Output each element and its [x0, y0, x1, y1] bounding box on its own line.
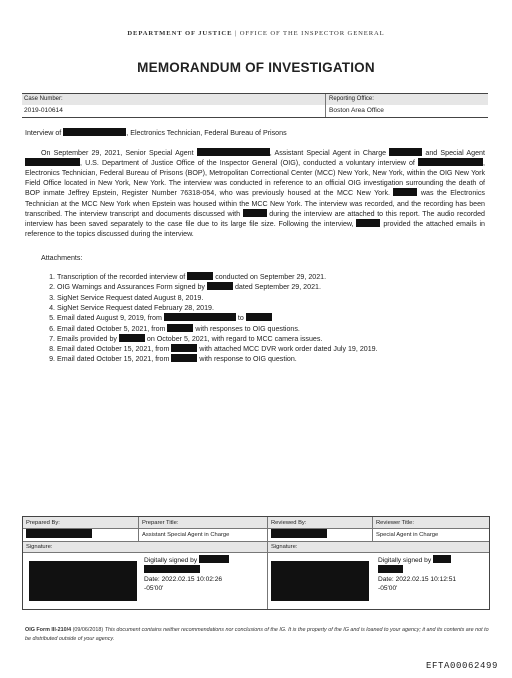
- subject-prefix: Interview of: [25, 129, 62, 137]
- attachment-item: 2. OIG Warnings and Assurances Form signed by dated September 29, 2021.: [57, 282, 485, 292]
- document-title: MEMORANDUM OF INVESTIGATION: [137, 60, 375, 75]
- redaction: [63, 128, 126, 136]
- attachment-item: 9. Email dated October 15, 2021, from with response to OIG question.: [57, 354, 485, 364]
- reviewer-title: Special Agent in Charge: [376, 532, 439, 538]
- prepared-by-label: Prepared By:: [23, 517, 139, 528]
- reviewer-title-label: Reviewer Title:: [376, 520, 415, 526]
- redaction: [389, 148, 422, 156]
- office-name: OFFICE OF THE INSPECTOR GENERAL: [239, 30, 385, 37]
- subject-suffix: , Electronics Technician, Federal Bureau of Prisons: [126, 129, 287, 137]
- digital-signature-block: Digitally signed by Date: 2022.02.15 10:12:51 -05'00': [378, 557, 457, 592]
- attachment-item: 1. Transcription of the recorded interview of conducted on September 29, 2021.: [57, 272, 485, 282]
- reviewed-by: [268, 529, 373, 541]
- attachments-list: [25, 272, 485, 365]
- bates-number: EFTA00062499: [425, 661, 498, 671]
- digital-signature-block: Digitally signed by Date: 2022.02.15 10:02:26 -05'00': [144, 555, 229, 593]
- case-number: 2019-010614: [22, 105, 326, 117]
- case-number-label: Case Number:: [22, 94, 326, 105]
- attachments-heading: Attachments:: [41, 253, 83, 262]
- attachment-item: 4. SigNet Service Request dated February 28, 2019.: [57, 303, 485, 313]
- attachment-item: 3. SigNet Service Request dated August 8, 2019.: [57, 293, 485, 303]
- prepared-by: [23, 529, 139, 541]
- redaction: [356, 219, 380, 227]
- reviewer-signature: [268, 553, 489, 609]
- memo-body: [25, 128, 485, 365]
- attachment-item: 7. Emails provided by on October 5, 2021, with regard to MCC camera issues.: [57, 334, 485, 344]
- reviewed-by-label: Reviewed By:: [268, 517, 373, 528]
- preparer-title-label: Preparer Title:: [139, 517, 268, 528]
- case-info-table: [22, 93, 488, 118]
- preparer-title: Assistant Special Agent in Charge: [139, 529, 268, 541]
- form-footer: [25, 626, 495, 643]
- form-date: (09/06/2018): [72, 627, 104, 633]
- header-separator: |: [232, 30, 240, 37]
- signature-table: [22, 516, 490, 610]
- attachment-item: 8. Email dated October 15, 2021, from with attached MCC DVR work order dated July 19, 2019.: [57, 344, 485, 354]
- agency-header: [0, 30, 512, 37]
- reporting-office-label: Reporting Office:: [329, 96, 374, 102]
- agency-name: DEPARTMENT OF JUSTICE: [127, 30, 233, 37]
- attachment-item: 6. Email dated October 5, 2021, from with responses to OIG questions.: [57, 324, 485, 334]
- footer-notice: This document contains neither recommendations nor conclusions of the IG. It is the property of the IG and is loaned to your agency; it and its contents are not to be distributed outside of your agency.: [25, 627, 489, 642]
- attachment-item: 5. Email dated August 9, 2019, from to: [57, 313, 485, 323]
- form-number: OIG Form III-210/4: [25, 627, 72, 633]
- narrative-paragraph: On September 29, 2021, Senior Special Agent , Assistant Special Agent in Charge and Special Agent , U.S. Department of Justice Office of the Inspector General (OIG), conducted a voluntary interview of , Electronics Technician, Federal Bureau of Prisons (BOP), Metropolitan Correctional Center (MCC) New York, New York, within the OIG New York Field Office located in New York, New York. The interview was conducted in reference to an official OIG investigation surrounding the death of BOP inmate Jeffrey Epstein, Register Number 76318-054, who was previously housed at the MCC New York. was the Electronics Technician at the MCC New York when Epstein was housed within the MCC New York. The interview was recorded, and the recording has been transcribed. The interview transcript and documents discussed with during the interview are attached to this report. The audio recorded interview has been saved separately to the case file due to its large file size. Following the interview, provided the attached emails in reference to the topics discussed during the interview.: [25, 149, 486, 238]
- signature-label: Signature:: [23, 542, 268, 552]
- reporting-office: Boston Area Office: [329, 107, 384, 114]
- redaction: [418, 158, 483, 166]
- subject-line: [25, 128, 485, 138]
- redaction: [25, 158, 80, 166]
- redaction: [393, 188, 417, 196]
- redaction: [197, 148, 270, 156]
- preparer-signature: [23, 553, 268, 609]
- redaction: [243, 209, 267, 217]
- signature-label: Signature:: [271, 544, 298, 550]
